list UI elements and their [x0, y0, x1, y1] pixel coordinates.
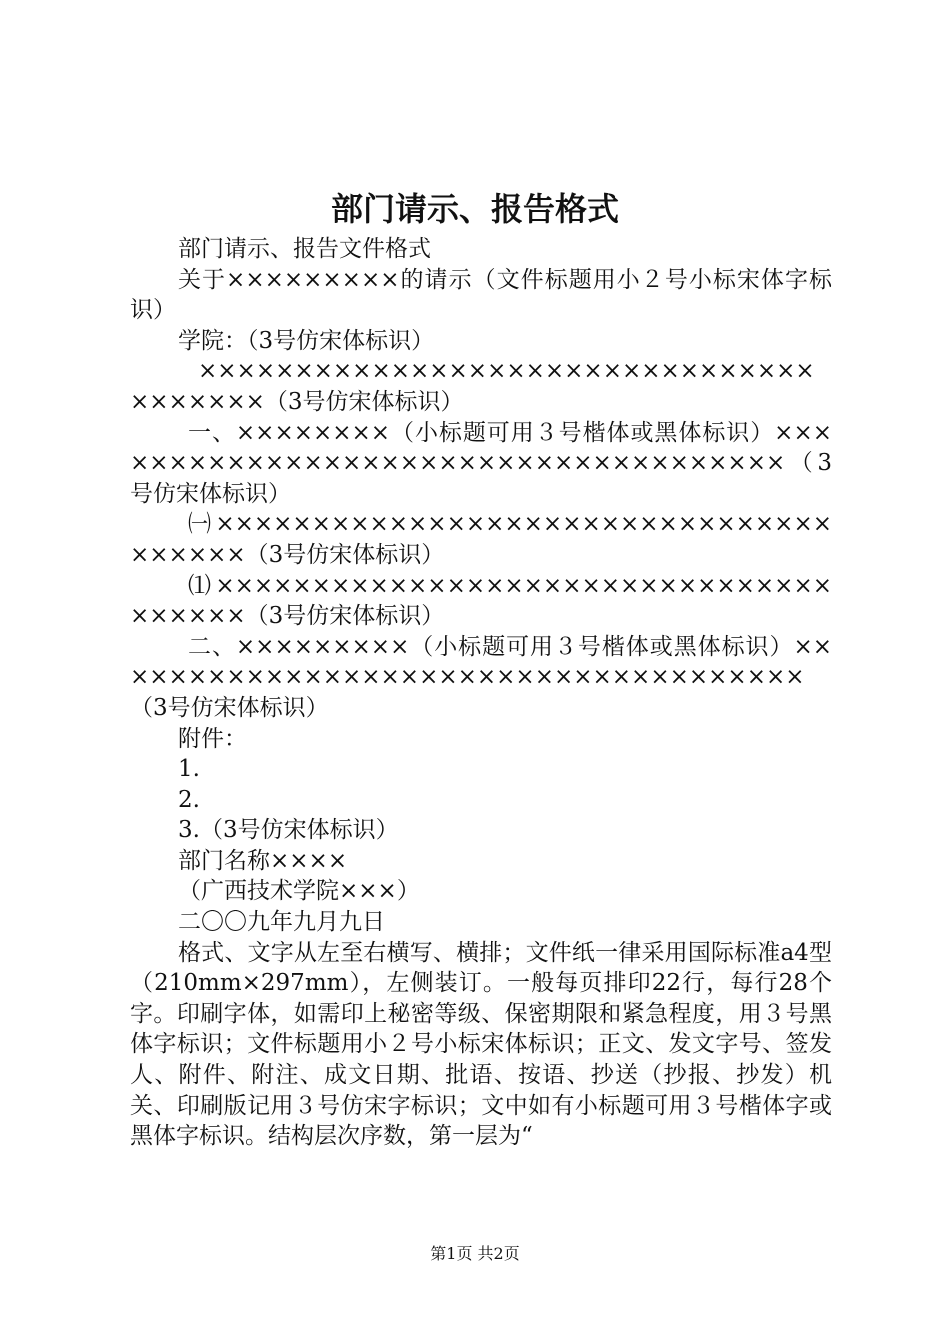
- subsection-paragraph: ⑴××××××××××××××××××××××××××××××××××××××（3号仿宋体标识）: [130, 572, 832, 630]
- body-paragraph: 关于×××××××××的请示（文件标题用小２号小标宋体字标识）: [130, 266, 832, 324]
- section-heading-2: 二、×××××××××（小标题可用３号楷体或黑体标识）×××××××××××××××××××××××××××××××××××××（3号仿宋体标识）: [130, 633, 832, 721]
- page-footer: 第1页 共2页: [430, 1244, 520, 1263]
- format-description: 格式、文字从左至右横写、横排；文件纸一律采用国际标准a4型（210mm×297mm），左侧装订。一般每页排印22行，每行28个字。印刷字体，如需印上秘密等级、保密期限和紧急程度，用３号黑体字标识；文件标题用小２号小标宋体标识；正文、发文字号、签发人、附件、附注、成文日期、批语、按语、抄送（抄报、抄发）机关、印刷版记用３号仿宋字标识；文中如有小标题可用３号楷体字或黑体字标识。结构层次序数，第一层为“: [130, 939, 832, 1150]
- institution-name: （广西技术学院×××）: [178, 878, 420, 905]
- subsection-paragraph: ㈠××××××××××××××××××××××××××××××××××××××（3号仿宋体标识）: [130, 511, 832, 568]
- document-title: 部门请示、报告格式: [330, 190, 619, 228]
- attachment-item: 3.（3号仿宋体标识）: [178, 817, 399, 844]
- document-date: 二〇〇九年九月九日: [178, 909, 385, 936]
- body-paragraph: ×××××××××××××××××××××××××××××××××××××××（3号仿宋体标识）: [130, 358, 815, 415]
- body-paragraph: 学院：（3号仿宋体标识）: [178, 327, 435, 354]
- department-name: 部门名称××××: [178, 847, 348, 874]
- section-heading-1: 一、××××××××（小标题可用３号楷体或黑体标识）×××××××××××××××××××××××××××××××××××××（3号仿宋体标识）: [130, 419, 832, 507]
- attachment-label: 附件：: [178, 725, 247, 752]
- body-paragraph: 部门请示、报告文件格式: [178, 236, 431, 262]
- attachment-item: 2.: [178, 786, 200, 813]
- attachment-item: 1.: [178, 756, 200, 783]
- document-body: [130, 234, 832, 1152]
